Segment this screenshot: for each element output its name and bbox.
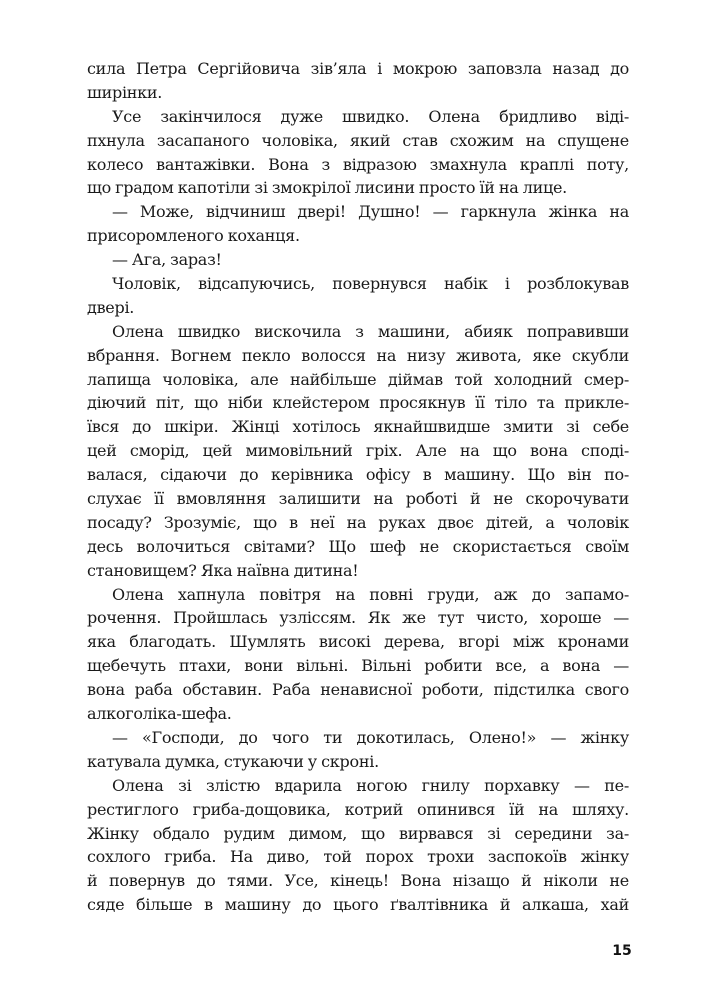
text-line: становищем? Яка наївна дитина! xyxy=(87,560,359,580)
text-line: лапища чоловіка, але найбільше діймав той холодний смер- xyxy=(87,369,629,389)
paragraph-9 xyxy=(87,774,629,917)
text-line: рестиглого гриба-дощовика, котрий опинився їй на шляху. xyxy=(87,799,629,819)
text-line: катувала думка, стукаючи у скроні. xyxy=(87,751,379,771)
text-line: валася, сідаючи до керівника офісу в машину. Що він по- xyxy=(87,465,629,485)
text-line: ївся до шкіри. Жінці хотілось якнайшвидше змити зі себе xyxy=(87,417,629,437)
text-line: присоромленого коханця. xyxy=(87,226,300,246)
paragraph-2 xyxy=(87,105,629,201)
paragraph-7 xyxy=(87,583,629,726)
text-line: вбрання. Вогнем пекло волосся на низу живота, яке скубли xyxy=(87,345,629,365)
text-line: десь волочиться світами? Що шеф не скористається своїм xyxy=(87,536,629,556)
text-line: ширінки. xyxy=(87,82,163,102)
page-text xyxy=(87,57,629,917)
text-line: алкоголіка-шефа. xyxy=(87,704,232,724)
paragraph-3 xyxy=(87,200,629,248)
text-line: Чоловік, відсапуючись, повернувся набік і розблокував xyxy=(112,274,629,294)
text-line: — «Господи, до чого ти докотилась, Олено!» — жінку xyxy=(112,727,629,747)
text-line: — Ага, зараз! xyxy=(112,250,222,270)
paragraph-1 xyxy=(87,57,629,105)
text-line: рочення. Пройшлась узліссям. Як же тут чисто, хороше — xyxy=(87,608,629,628)
text-line: яка благодать. Шумлять високі дерева, вгорі між кронами xyxy=(87,632,629,652)
text-line: пхнула засапаного чоловіка, який став схожим на спущене xyxy=(87,130,629,150)
text-line: сяде більше в машину до цього ґвалтівника й алкаша, хай xyxy=(87,895,629,915)
text-line: Жінку обдало рудим димом, що вирвався зі середини за- xyxy=(87,823,629,843)
text-line: вона раба обставин. Раба ненависної роботи, підстилка свого xyxy=(87,680,629,700)
text-line: цей сморід, цей мимовільний гріх. Але на що вона сподi- xyxy=(87,441,629,461)
paragraph-5 xyxy=(87,272,629,320)
page-number: 15 xyxy=(612,943,632,959)
text-line: Олена хапнула повітря на повні груди, аж до запамо- xyxy=(112,584,629,604)
text-line: щебечуть птахи, вони вільні. Вільні робити все, а вона — xyxy=(87,656,629,676)
text-line: сила Петра Сергійовича зів’яла і мокрою заповзла назад до xyxy=(87,59,629,78)
text-line: що градом капотіли зі змокрілої лисини просто їй на лице. xyxy=(87,178,567,198)
text-line: Олена швидко вискочила з машини, абияк поправивши xyxy=(112,321,629,341)
paragraph-8 xyxy=(87,726,629,774)
paragraph-6 xyxy=(87,320,629,583)
text-line: двері. xyxy=(87,297,135,317)
text-line: посаду? Зрозуміє, що в неї на руках двоє дітей, а чоловік xyxy=(87,512,629,532)
paragraph-4 xyxy=(87,248,629,272)
text-line: Олена зі злістю вдарила ногою гнилу порхавку — пе- xyxy=(112,775,629,795)
text-line: діючий піт, що ніби клейстером просякнув її тіло та прикле- xyxy=(87,393,629,413)
text-line: й повернув до тями. Усе, кінець! Вона нізащо й ніколи не xyxy=(87,871,629,891)
text-line: Усе закінчилося дуже швидко. Олена бридливо віді- xyxy=(112,106,629,126)
text-line: сохлого гриба. На диво, той порох трохи заспокоїв жінку xyxy=(87,847,629,867)
text-line: колесо вантажівки. Вона з відразою змахнула краплі поту, xyxy=(87,154,629,174)
text-line: — Може, відчиниш двері! Душно! — гаркнула жінка на xyxy=(112,202,629,222)
text-line: слухає її вмовляння залишити на роботі й не скорочувати xyxy=(87,489,629,509)
